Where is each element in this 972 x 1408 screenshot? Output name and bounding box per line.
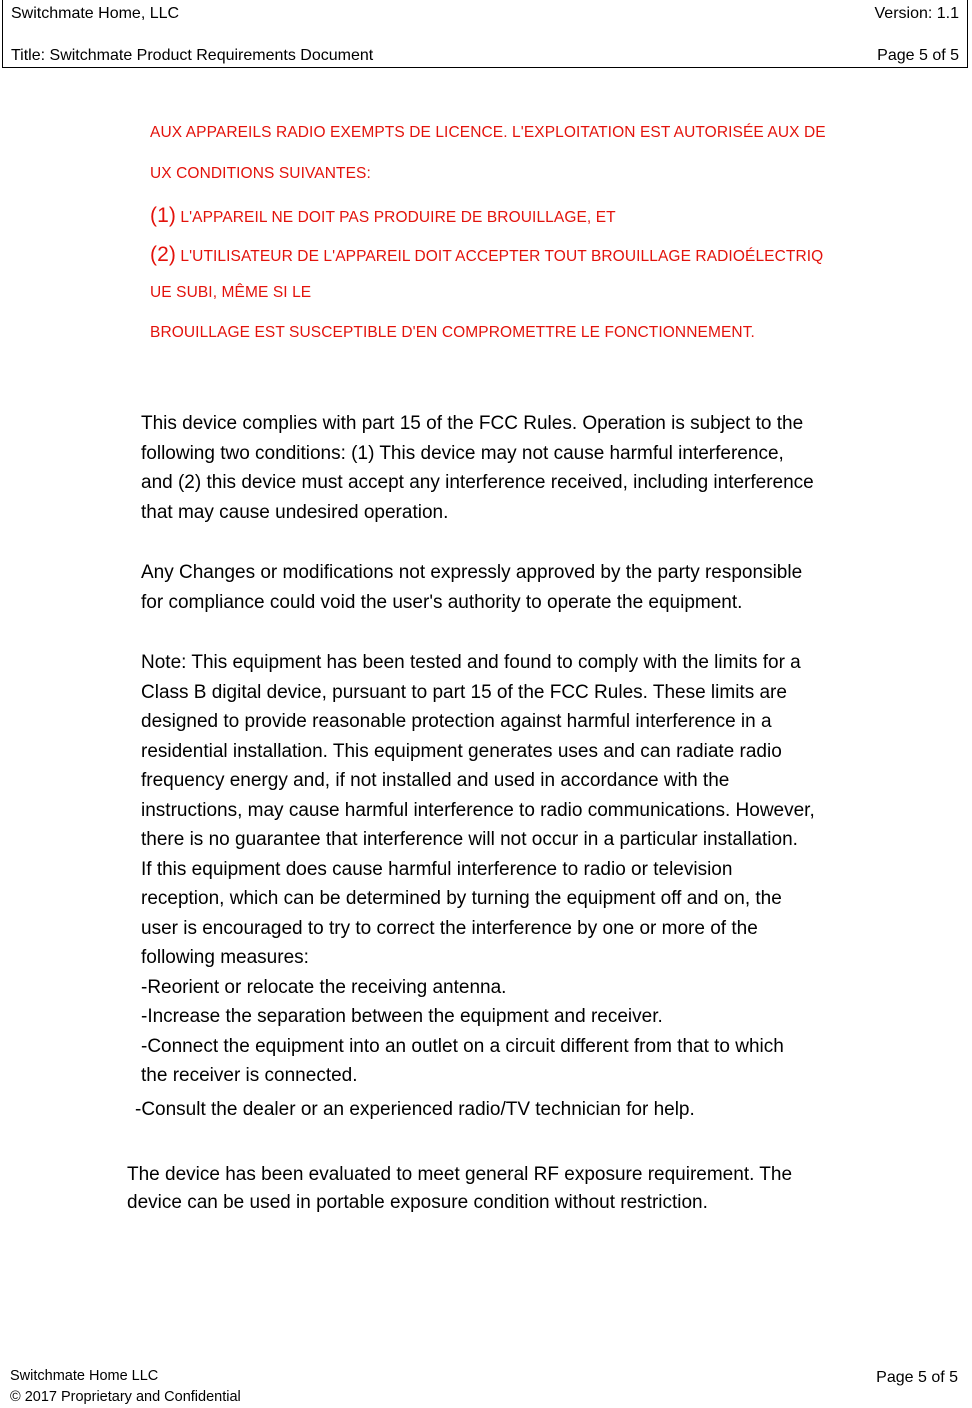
text-line: following measures: [141, 947, 309, 968]
text-line: reception, which can be determined by turning the equipment off and on, the [141, 888, 782, 909]
header-title: Title: Switchmate Product Requirements Document [11, 47, 374, 64]
text-line: If this equipment does cause harmful interference to radio or television [141, 858, 733, 880]
text-line: for compliance could void the user's authority to operate the equipment. [141, 591, 743, 613]
french-line: UX CONDITIONS SUIVANTES: [150, 165, 371, 182]
text-line: following two conditions: (1) This device may not cause harmful interference, [141, 442, 784, 464]
footer-copyright: © 2017 Proprietary and Confidential [10, 1389, 241, 1405]
footer-company: Switchmate Home LLC [10, 1368, 159, 1384]
class-b-note [141, 648, 951, 1091]
text-line: the receiver is connected. [141, 1065, 358, 1086]
text-line: -Consult the dealer or an experienced radio/TV technician for help. [135, 1099, 695, 1120]
text-line: there is no guarantee that interference will not occur in a particular installation. [141, 829, 798, 850]
consult-dealer-line [135, 1095, 945, 1125]
fcc-compliance-statement [141, 409, 951, 527]
header-version: Version: 1.1 [874, 5, 959, 22]
text-line: designed to provide reasonable protection against harmful interference in a [141, 711, 772, 732]
header-page-number: Page 5 of 5 [877, 47, 959, 64]
text-line: -Increase the separation between the equipment and receiver. [141, 1006, 663, 1027]
text-line: and (2) this device must accept any interference received, including interference [141, 472, 814, 493]
french-line: UE SUBI, MÊME SI LE [150, 284, 312, 301]
modifications-warning [141, 558, 951, 617]
rf-exposure-statement [127, 1161, 937, 1217]
french-line: BROUILLAGE EST SUSCEPTIBLE D'EN COMPROMETTRE LE FONCTIONNEMENT. [150, 324, 755, 341]
text-line: user is encouraged to try to correct the interference by one or more of the [141, 917, 758, 939]
text-line: The device has been evaluated to meet general RF exposure requirement. The [127, 1164, 793, 1185]
text-line: instructions, may cause harmful interference to radio communications. However, [141, 799, 815, 821]
text-line: device can be used in portable exposure condition without restriction. [127, 1192, 708, 1213]
footer-page-number: Page 5 of 5 [876, 1369, 958, 1386]
text-line: that may cause undesired operation. [141, 501, 449, 523]
text-line: -Reorient or relocate the receiving antenna. [141, 976, 507, 998]
text-line: This device complies with part 15 of the FCC Rules. Operation is subject to the [141, 413, 804, 434]
text-line: Note: This equipment has been tested and found to comply with the limits for a [141, 652, 801, 673]
french-line: (2) L'UTILISATEUR DE L'APPAREIL DOIT ACCEPTER TOUT BROUILLAGE RADIOÉLECTRIQ [150, 243, 824, 266]
text-line: Any Changes or modifications not expressly approved by the party responsible [141, 562, 803, 583]
text-line: -Connect the equipment into an outlet on a circuit different from that to which [141, 1035, 784, 1057]
text-line: Class B digital device, pursuant to part 15 of the FCC Rules. These limits are [141, 681, 787, 703]
text-line: residential installation. This equipment generates uses and can radiate radio [141, 740, 782, 762]
french-line: AUX APPAREILS RADIO EXEMPTS DE LICENCE. L'EXPLOITATION EST AUTORISÉE AUX DE [150, 124, 826, 141]
page-header [2, 0, 968, 68]
header-company: Switchmate Home, LLC [11, 5, 180, 22]
french-line: (1) L'APPAREIL NE DOIT PAS PRODUIRE DE BROUILLAGE, ET [150, 204, 616, 227]
text-line: frequency energy and, if not installed and used in accordance with the [141, 770, 730, 791]
